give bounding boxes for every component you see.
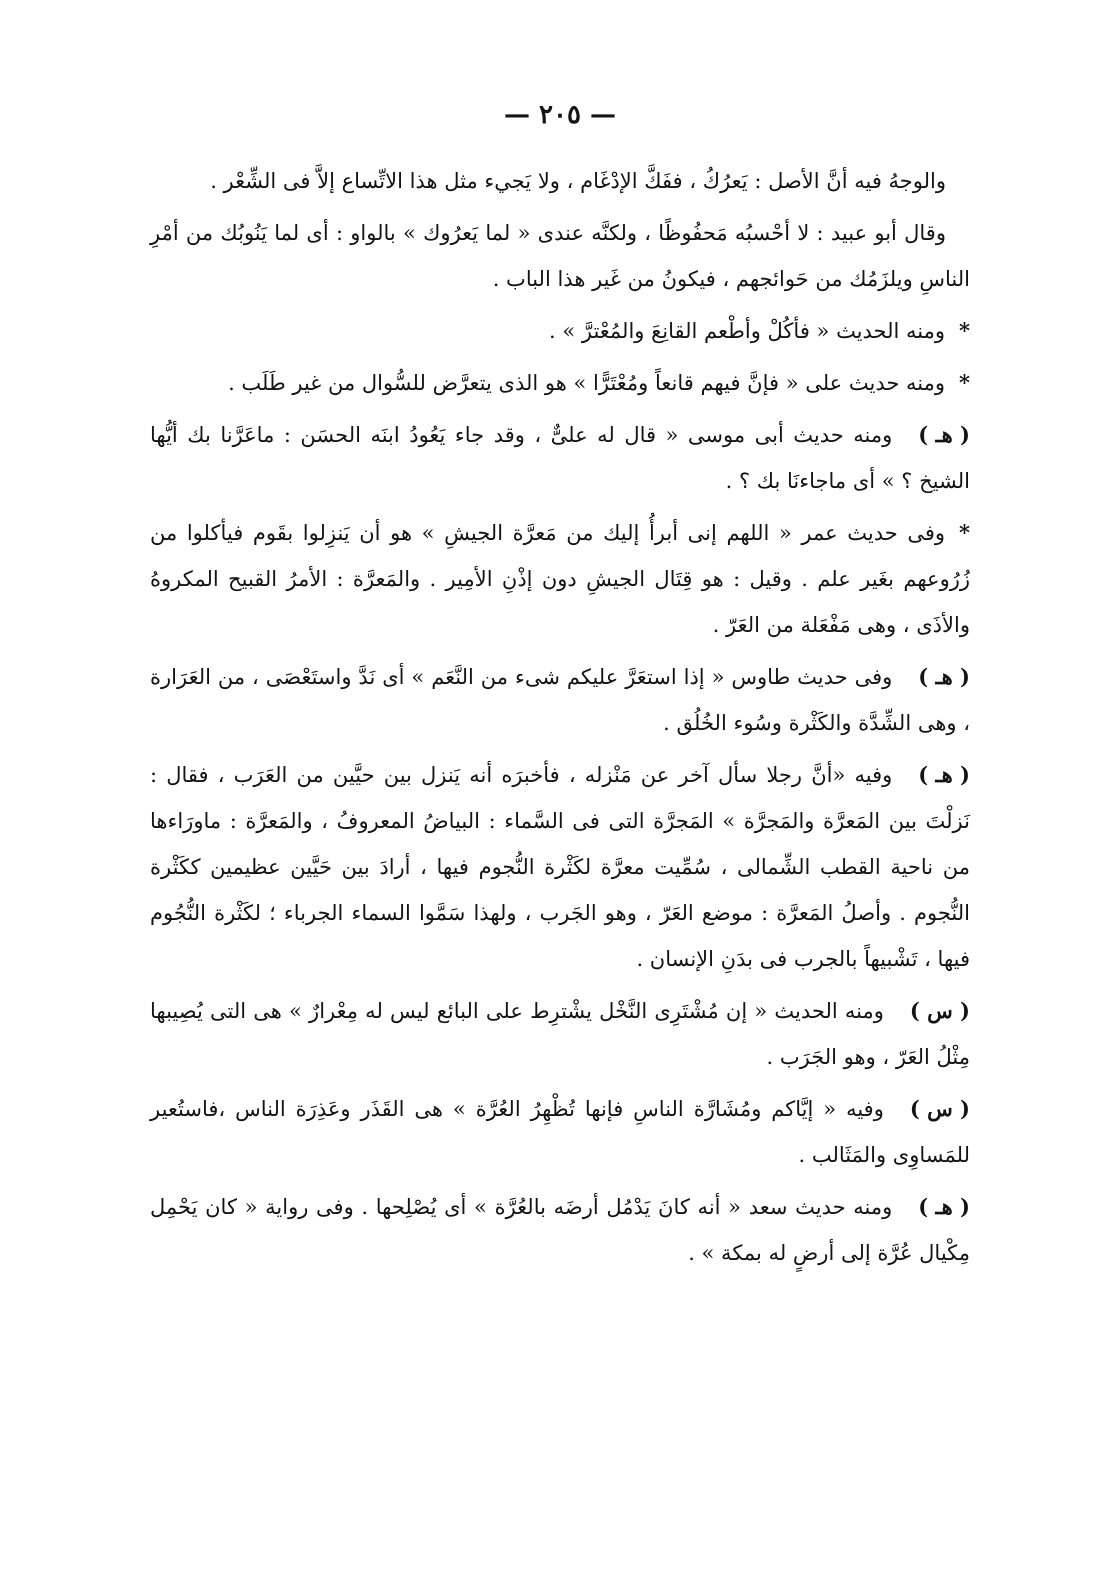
paragraph-text: والوجهُ فيه أنَّ الأصل : يَعرُكُ ، ففَكَّ الإدْغَام ، ولا يَجيء مثل هذا الاتِّساع إلاَّ فى الشِّعْر . xyxy=(210,169,946,193)
paragraph-3 xyxy=(150,308,970,354)
paragraph-marker: * xyxy=(959,370,970,395)
paragraph-8 xyxy=(150,752,970,982)
paragraph-1 xyxy=(150,158,970,204)
paragraph-4 xyxy=(150,360,970,406)
paragraph-marker: ( س ) xyxy=(909,1096,970,1121)
paragraph-text: ومنه الحديث « إن مُشْتَرِى النَّخْل يشْترِط على البائع ليس له مِعْرارٌ » هى التى يُصِيبها مِثْلُ العَرّ ، وهو الجَرَب . xyxy=(150,999,970,1069)
paragraph-marker: * xyxy=(959,520,970,545)
paragraph-text: وقال أبو عبيد : لا أحْسبُه مَحفُوظًا ، ولكنَّه عندى « لما يَعرُوك » بالواو : أى لما يَنُوبُك من أمْرِ الناسِ ويلزَمُك من حَوائجهم ، فيكونُ من غَير هذا الباب . xyxy=(150,221,970,291)
paragraph-10 xyxy=(150,1086,970,1178)
paragraph-text: ومنه حديث أبى موسى « قال له علىٌّ ، وقد جاء يَعُودُ ابنَه الحسَن : ماعَرَّنا بك أيُّها الشيخ ؟ » أى ماجاءنَا بك ؟ . xyxy=(150,423,970,493)
paragraph-11 xyxy=(150,1184,970,1276)
paragraph-6 xyxy=(150,510,970,648)
paragraph-text: ومنه الحديث « فأكُلْ وأطْعم القانِعَ والمُعْترَّ » . xyxy=(548,319,946,343)
paragraph-7 xyxy=(150,654,970,746)
paragraph-text: ومنه حديث سعد « أنه كانَ يَدْمُل أرضَه بالعُرَّة » أى يُصْلِحها . وفى رواية « كان يَحْمِل مِكْيال عُرَّة إلى أرضٍ له بمكة » . xyxy=(150,1195,970,1265)
paragraph-2 xyxy=(150,210,970,302)
paragraph-text: وفيه « إيَّاكم ومُشَارَّة الناسِ فإنها تُظْهِرُ العُرَّة » هى القَذَر وعَذِرَة الناس ،فاستُعير للمَساوِى والمَثَالب . xyxy=(150,1097,970,1167)
paragraph-marker: ( هـ ) xyxy=(918,422,970,447)
paragraph-marker: * xyxy=(959,318,970,343)
paragraph-text: وفى حديث عمر « اللهم إنى أبرأُ إليك من مَعرَّة الجيشِ » هو أن يَنزِلوا بقَوم فيأكلوا من زُرُوعهم بغَير علم . وقيل : هو قِتَال الجيشِ دون إذْنِ الأمِير . والمَعرَّة : الأمرُ القبيح المكروهُ والأذَى ، وهى مَفْعَلة من العَرّ . xyxy=(150,521,970,637)
document-page xyxy=(150,100,970,1282)
paragraph-marker: ( هـ ) xyxy=(918,762,970,787)
paragraph-marker: ( هـ ) xyxy=(918,1194,970,1219)
page-number: — ٢٠٥ — xyxy=(503,100,617,130)
paragraph-text: وفى حديث طاوس « إذا استعَرَّ عليكم شىء من النَّعَم » أى نَدَّ واستَعْصَى ، من العَرَارة ، وهى الشِّدَّة والكَثْرة وسُوء الخُلُق . xyxy=(150,665,970,735)
paragraph-marker: ( هـ ) xyxy=(918,664,970,689)
paragraph-text: وفيه «أنَّ رجلا سأل آخر عن مَنْزله ، فأخبرَه أنه يَنزل بين حيَّين من العَرَب ، فقال : نَزلْتَ بين المَعرَّة والمَجرَّة » المَجرَّة التى فى السَّماء : البياضُ المعروفُ ، والمَعرَّة : ماورَاءها من ناحية القطب الشِّمالى ، سُمِّيت معرَّة لكَثْرة النُّجوم فيها ، أرادَ بين حَيَّين عظيمين ككَثْرة النُّجوم . وأصلُ المَعرَّة : موضع العَرّ ، وهو الجَرب ، ولهذا سَمَّوا السماء الجرباء ؛ لكَثْرة النُّجُوم فيها ، تَشْبيهاً بالجرب فى بدَنِ الإنسان . xyxy=(150,763,970,971)
paragraph-text: ومنه حديث على « فإنَّ فيهم قانعاً ومُعْتَرًّا » هو الذى يتعرَّض للسُّوال من غير طَلَب . xyxy=(228,371,946,395)
paragraph-9 xyxy=(150,988,970,1080)
paragraph-marker: ( س ) xyxy=(909,998,970,1023)
paragraph-5 xyxy=(150,412,970,504)
